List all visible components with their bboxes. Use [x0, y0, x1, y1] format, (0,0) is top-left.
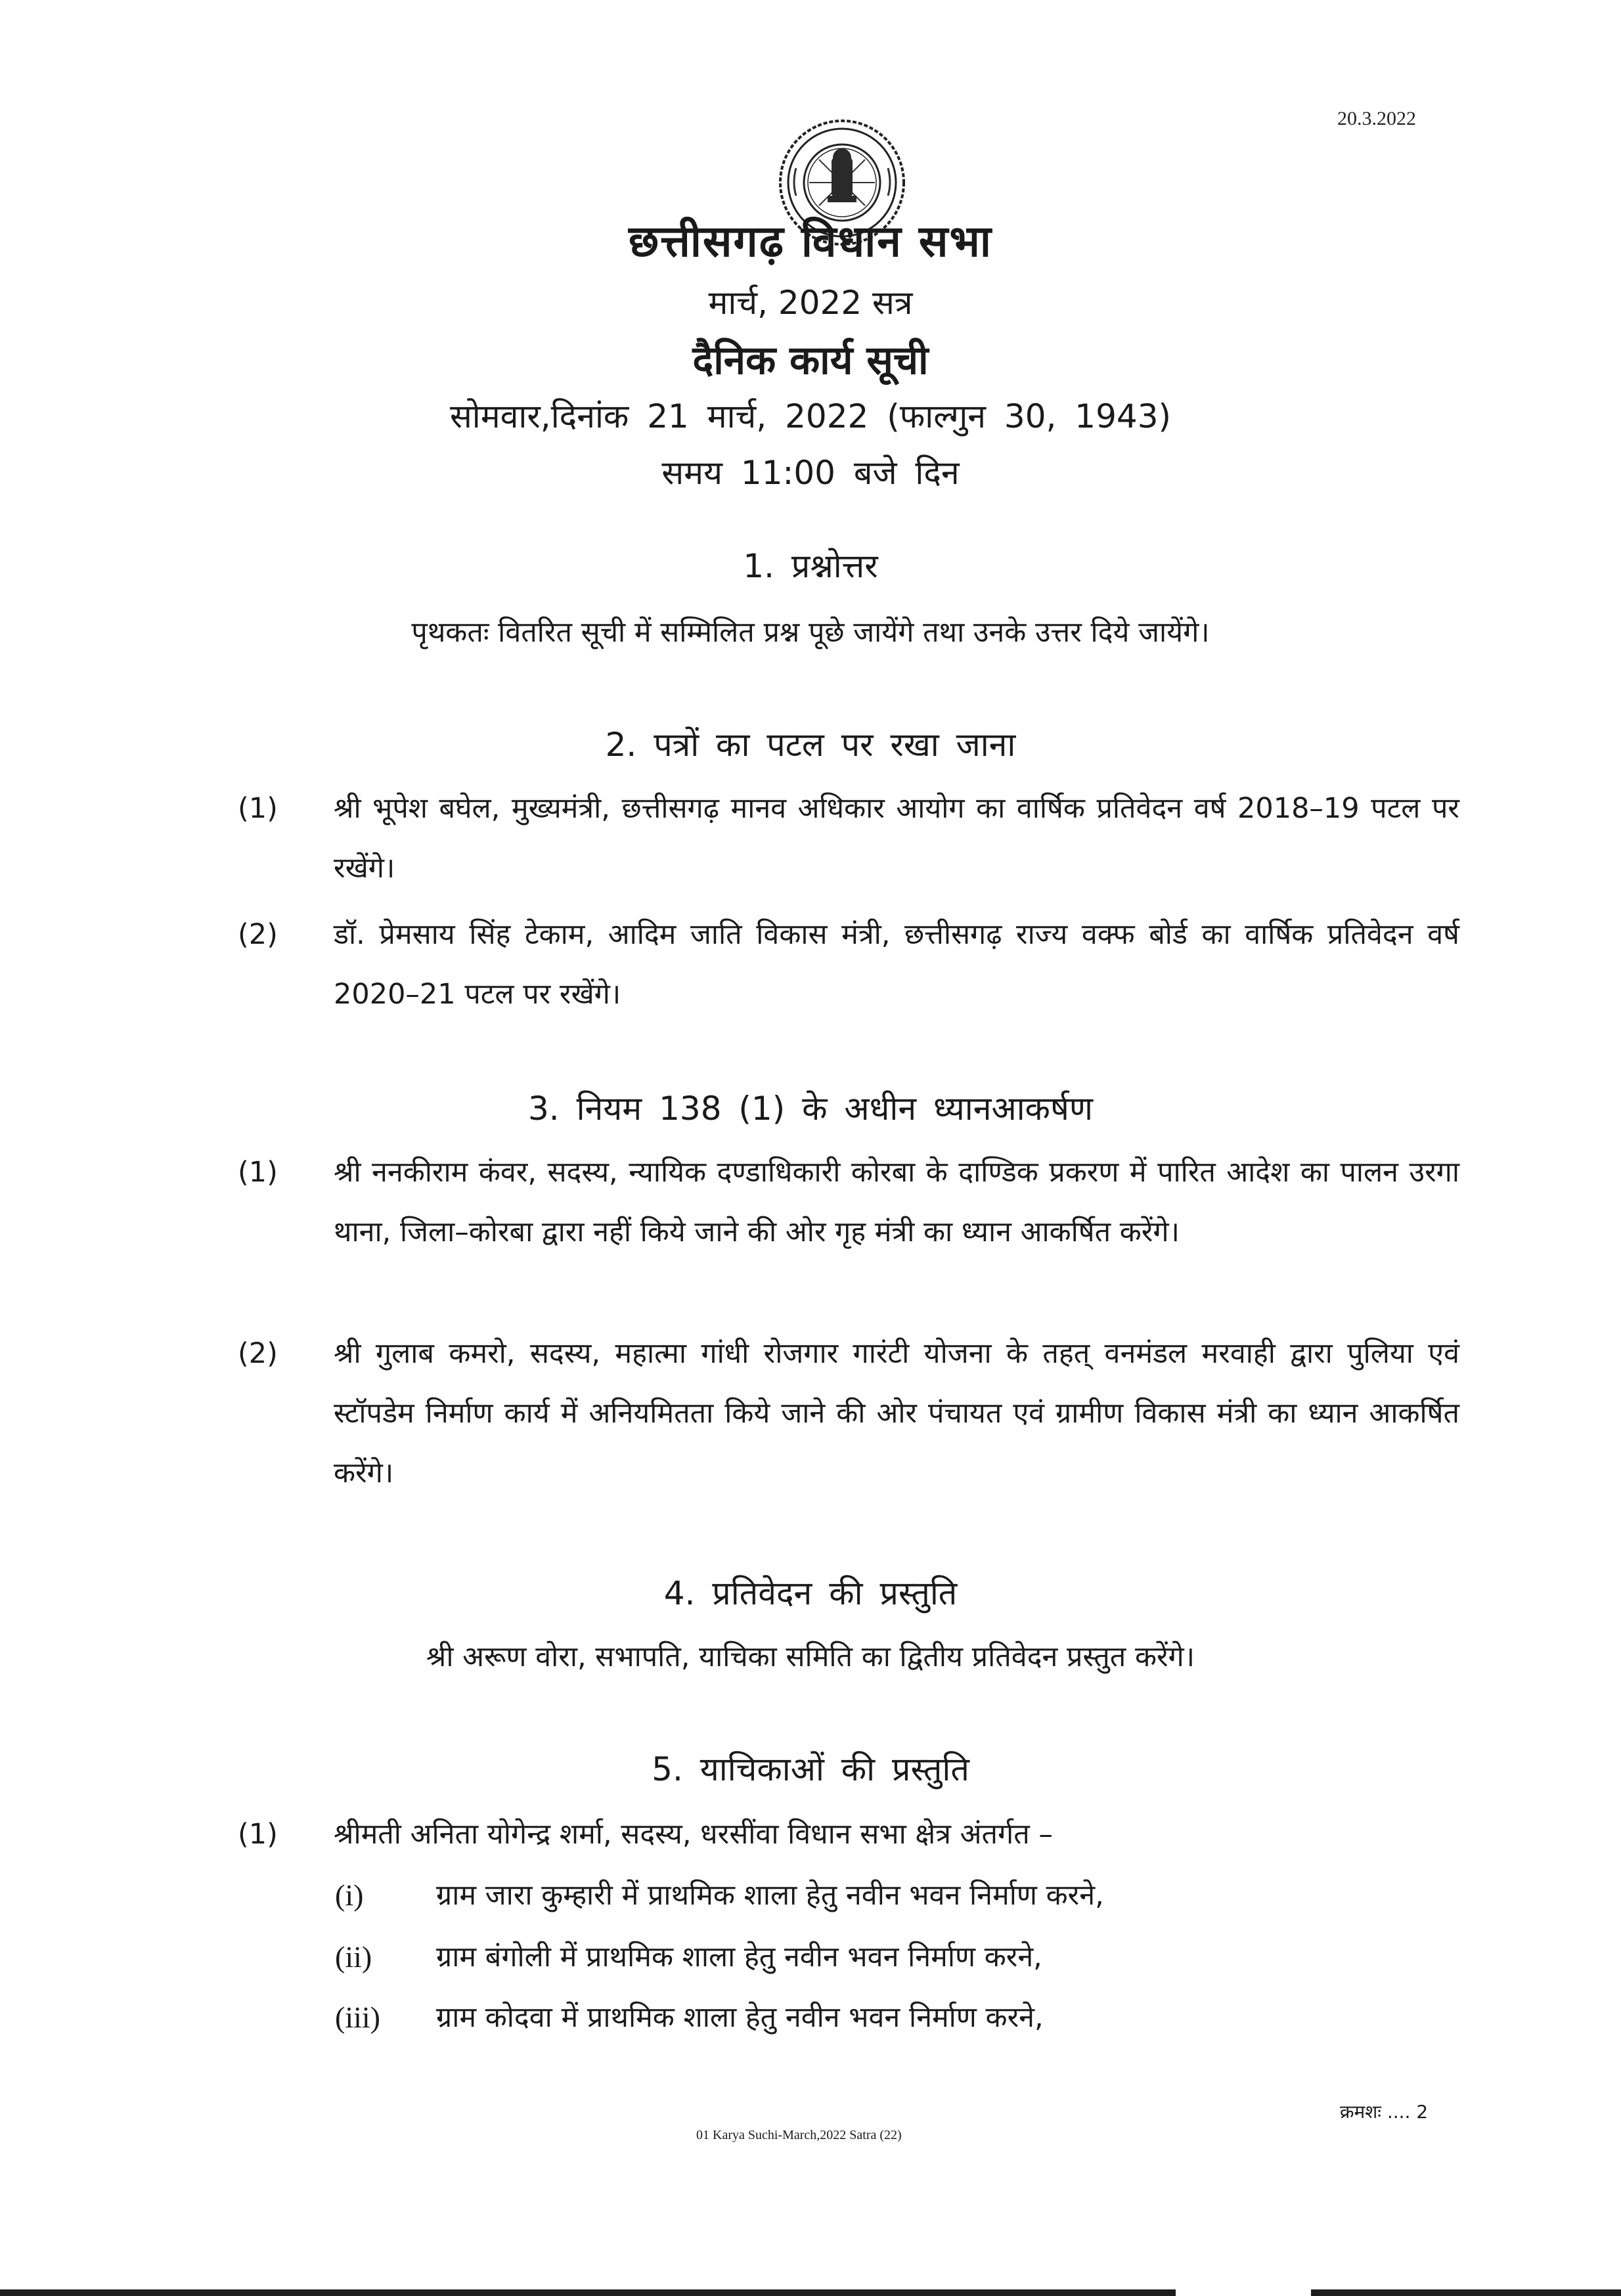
section-text-question-hour: पृथकतः वितरित सूची में सम्मिलित प्रश्न पूछे जायेंगे तथा उनके उत्तर दिये जायेंगे।: [411, 616, 1210, 649]
item-text: श्री गुलाब कमरो, सदस्य, महात्मा गांधी रोजगार गारंटी योजना के तहत् वनमंडल मरवाही द्वारा पुलिया एवं स्टॉपडेम निर्माण कार्य में अनियमितता किये जाने की ओर पंचायत एवं ग्रामीण विकास मंत्री का ध्यान आकर्षित करेंगे।: [334, 1337, 1459, 1490]
item-text: डॉ. प्रेमसाय सिंह टेकाम, आदिम जाति विकास मंत्री, छत्तीसगढ़ राज्य वक्फ बोर्ड का वार्षिक प्रतिवेदन वर्ष 2020–21 पटल पर रखेंगे।: [334, 918, 1459, 1011]
item-number: (1): [238, 1818, 278, 1851]
item-text: श्रीमती अनिता योगेन्द्र शर्मा, सदस्य, धरसींवा विधान सभा क्षेत्र अंतर्गत –: [334, 1818, 1053, 1851]
file-name-footer: 01 Karya Suchi-March,2022 Satra (22): [696, 2128, 902, 2142]
agenda-title: दैनिक कार्य सूची: [692, 338, 929, 384]
item-text: श्री ननकीराम कंवर, सदस्य, न्यायिक दण्डाधिकारी कोरबा के दाण्डिक प्रकरण में पारित आदेश का पालन उरगा थाना, जिला–कोरबा द्वारा नहीं किये जाने की ओर गृह मंत्री का ध्यान आकर्षित करेंगे।: [334, 1156, 1459, 1248]
time-line: समय 11:00 बजे दिन: [661, 454, 960, 492]
section-heading-papers-laid: 2. पत्रों का पटल पर रखा जाना: [605, 726, 1016, 764]
item-number: (2): [238, 1337, 278, 1370]
sub-item-text: ग्राम कोदवा में प्राथमिक शाला हेतु नवीन भवन निर्माण करने,: [436, 2001, 1044, 2034]
section-heading-report-presentation: 4. प्रतिवेदन की प्रस्तुति: [663, 1574, 958, 1612]
sub-item-text: ग्राम जारा कुम्हारी में प्राथमिक शाला हेतु नवीन भवन निर्माण करने,: [436, 1879, 1104, 1912]
assembly-name: छत्तीसगढ़ विधान सभा: [628, 216, 993, 267]
item-text: श्री भूपेश बघेल, मुख्यमंत्री, छत्तीसगढ़ मानव अधिकार आयोग का वार्षिक प्रतिवेदन वर्ष 2018–19 पटल पर रखेंगे।: [334, 792, 1459, 885]
sub-item-text: ग्राम बंगोली में प्राथमिक शाला हेतु नवीन भवन निर्माण करने,: [436, 1941, 1042, 1974]
sub-item-number: (iii): [335, 2000, 380, 2034]
sub-item-number: (i): [335, 1878, 364, 1912]
date-stamp: 20.3.2022: [1337, 108, 1416, 129]
section-text-report-presentation: श्री अरूण वोरा, सभापति, याचिका समिति का द्वितीय प्रतिवेदन प्रस्तुत करेंगे।: [426, 1641, 1195, 1673]
item-number: (1): [238, 792, 278, 825]
section-heading-petitions: 5. याचिकाओं की प्रस्तुति: [652, 1750, 969, 1788]
item-number: (1): [238, 1156, 278, 1189]
continued-marker: क्रमशः .... 2: [1340, 2101, 1429, 2123]
section-heading-calling-attention: 3. नियम 138 (1) के अधीन ध्यानआकर्षण: [527, 1090, 1094, 1128]
sub-item-number: (ii): [335, 1940, 372, 1974]
scan-edge-bar: [0, 2289, 1176, 2296]
date-line: सोमवार,दिनांक 21 मार्च, 2022 (फाल्गुन 30, 1943): [449, 397, 1172, 435]
session-title: मार्च, 2022 सत्र: [708, 284, 913, 322]
item-number: (2): [238, 918, 278, 951]
section-heading-question-hour: 1. प्रश्नोत्तर: [743, 547, 878, 585]
scan-edge-bar: [1311, 2289, 1621, 2296]
